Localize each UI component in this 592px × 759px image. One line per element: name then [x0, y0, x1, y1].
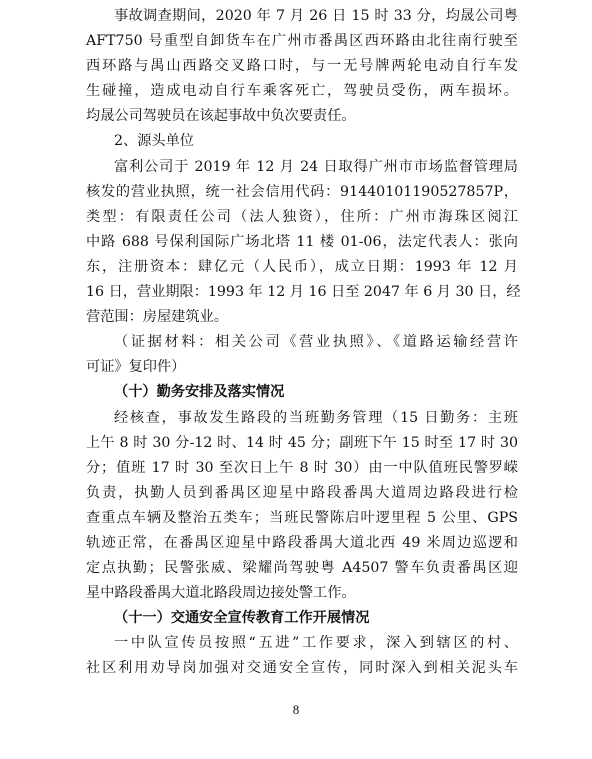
paragraph-line: 生碰撞，造成电动自行车乘客死亡，驾驶员受伤，两车损坏。: [86, 83, 518, 100]
paragraph-line: 16 日，营业期限：1993 年 12 月 16 日至 2047 年 6 月 30 日，经: [86, 284, 521, 301]
paragraph-line: 轨迹正常，在番禺区迎星中路段番禺大道北西 49 米周边巡逻和: [86, 534, 518, 551]
paragraph-line: 社区利用劝导岗加强对交通安全宣传，同时深入到相关泥头车: [86, 660, 518, 677]
paragraph-line: 查重点车辆及整治五类车；当班民警陈启叶逻里程 5 公里、GPS: [86, 509, 518, 526]
paragraph-line: 星中路段番禺大道北路段周边接处警工作。: [86, 585, 356, 602]
paragraph-line: 一中队宣传员按照“五进”工作要求，深入到辖区的村、: [114, 635, 518, 652]
evidence-note: （证据材料：相关公司《营业执照》、《道路运输经营许: [114, 334, 518, 351]
paragraph-line: AFT750 号重型自卸货车在广州市番禺区西环路由北往南行驶至: [86, 33, 518, 50]
section-heading: （十一）交通安全宣传教育工作开展情况: [114, 610, 370, 627]
paragraph-line: 分；值班 17 时 30 至次日上午 8 时 30）由一中队值班民警罗嵘: [86, 459, 518, 476]
paragraph-line: 西环路与禺山西路交叉路口时，与一无号牌两轮电动自行车发: [86, 58, 518, 75]
paragraph-line: 事故调查期间，2020 年 7 月 26 日 15 时 33 分，均晟公司粤: [114, 8, 518, 24]
paragraph-line: 中路 688 号保利国际广场北塔 11 楼 01-06，法定代表人：张向: [86, 233, 518, 250]
paragraph-line: 营范围：房屋建筑业。: [86, 309, 228, 326]
paragraph-line: 负责，执勤人员到番禺区迎星中路段番禺大道周边路段进行检: [86, 484, 518, 501]
paragraph-line: 东，注册资本：肆亿元（人民币），成立日期：1993 年 12 月: [86, 258, 518, 275]
paragraph-line: 定点执勤；民警张威、梁耀尚驾驶粤 A4507 警车负责番禺区迎: [86, 560, 518, 577]
paragraph-line: 核发的营业执照，统一社会信用代码：91440101190527857P，: [86, 183, 518, 200]
paragraph-line: 上午 8 时 30 分-12 时、14 时 45 分；副班下午 15 时至 17 时 30: [86, 434, 518, 451]
paragraph-line: 经核查，事故发生路段的当班勤务管理（15 日勤务：主班: [114, 409, 518, 426]
section-heading: （十）勤务安排及落实情况: [114, 384, 285, 401]
section-heading: 2、源头单位: [114, 133, 194, 150]
document-body: [86, 4, 521, 682]
paragraph-line: 类型：有限责任公司（法人独资），住所：广州市海珠区阅江: [86, 208, 518, 225]
page-number: 8: [292, 702, 300, 717]
paragraph-line: 富利公司于 2019 年 12 月 24 日取得广州市市场监督管理局: [114, 158, 518, 175]
evidence-note: 可证》复印件）: [86, 359, 186, 376]
paragraph-line: 均晟公司驾驶员在该起事故中负次要责任。: [86, 108, 356, 125]
